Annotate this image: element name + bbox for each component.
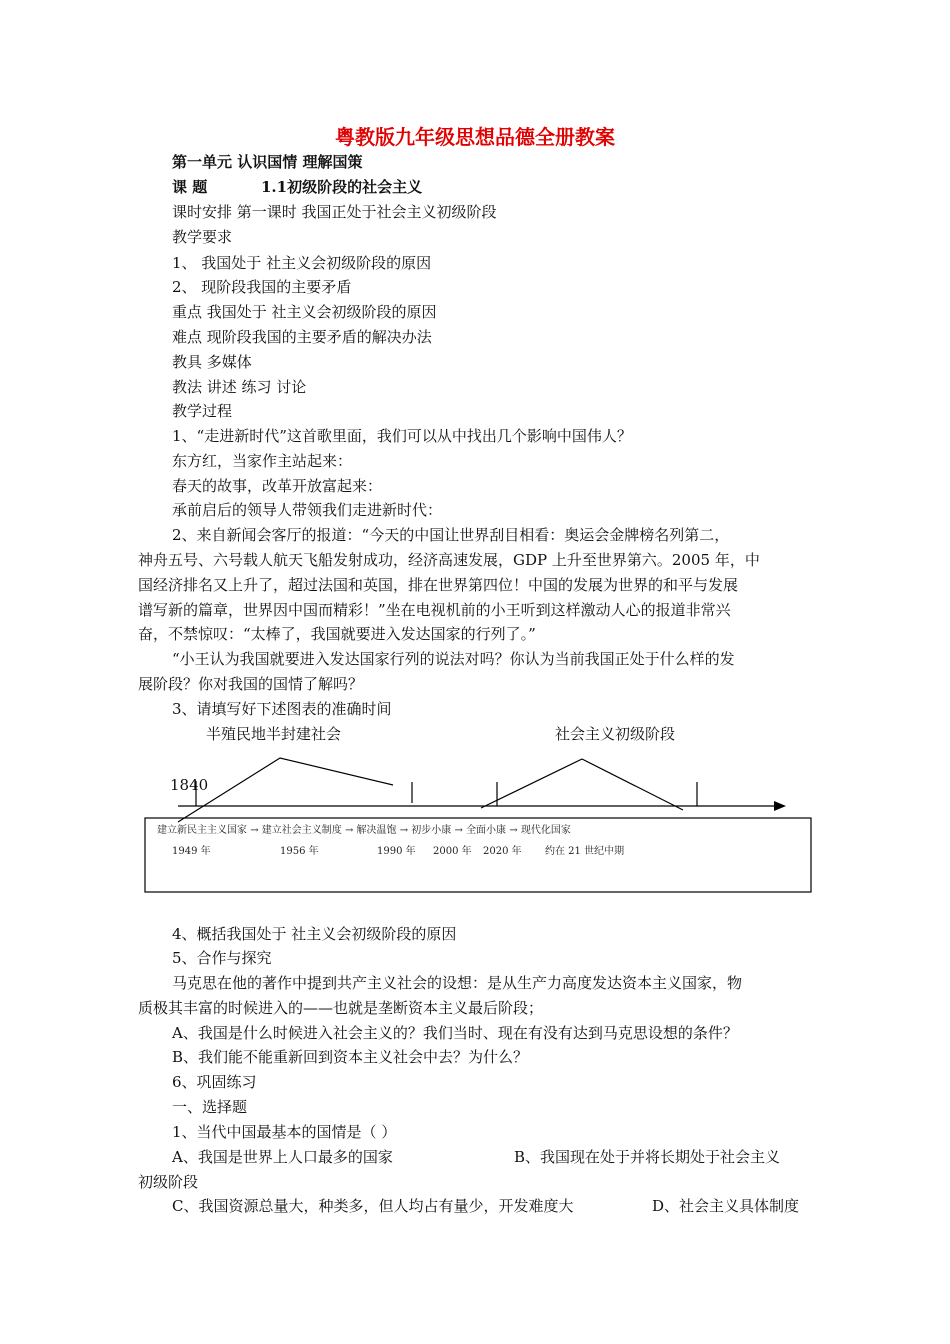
- schedule-line: 课时安排 第一课时 我国正处于社会主义初级阶段: [172, 203, 497, 221]
- paragraph-5: 5、合作与探究: [172, 949, 272, 967]
- paragraph-5-line-1: 马克思在他的著作中提到共产主义社会的设想：是从生产力高度发达资本主义国家，物: [172, 974, 743, 992]
- timeline-arrowhead: [774, 801, 786, 811]
- paragraph-5-line-2: 质极其丰富的时候进入的——也就是垄断资本主义最后阶段；: [138, 999, 544, 1017]
- teaching-tools: 教具 多媒体: [172, 353, 252, 371]
- requirement-2: 2、 现阶段我国的主要矛盾: [172, 278, 352, 296]
- year-1990: 1990 年: [377, 846, 416, 857]
- mc-heading: 一、选择题: [172, 1098, 248, 1116]
- right-stage-peak: [481, 759, 683, 810]
- stages-flow: [157, 824, 571, 838]
- lesson-label: 课 题: [172, 178, 208, 196]
- diagram-label-left: 半殖民地半封建社会: [206, 725, 342, 743]
- paragraph-2-line-4: 谱写新的篇章，世界因中国而精彩！”坐在电视机前的小王听到这样激动人心的报道非常兴: [138, 601, 731, 619]
- year-1956: 1956 年: [280, 846, 319, 857]
- year-1949: 1949 年: [172, 846, 211, 857]
- paragraph-1a: 东方红，当家作主站起来：: [172, 452, 353, 470]
- question-1-option-c: C、我国资源总量大，种类多，但人均占有量少，开发难度大: [172, 1197, 574, 1215]
- paragraph-2-line-3: 国经济排名又上升了，超过法国和英国，排在世界第四位！中国的发展为世界的和平与发展: [138, 576, 739, 594]
- stage-2: 建立社会主义制度: [261, 825, 342, 836]
- question-1-option-b-cont: 初级阶段: [138, 1173, 199, 1191]
- question-1-option-d: D、社会主义具体制度: [652, 1197, 800, 1215]
- difficulty: 难点 现阶段我国的主要矛盾的解决办法: [172, 328, 432, 346]
- stage-6: 现代化国家: [520, 825, 571, 836]
- question-2-line-2: 展阶段？你对我国的国情了解吗？: [138, 675, 364, 693]
- stage-arrow-icon: →: [509, 825, 518, 836]
- stage-4: 初步小康: [411, 825, 452, 836]
- paragraph-6: 6、巩固练习: [172, 1073, 257, 1091]
- stage-arrow-icon: →: [399, 825, 409, 836]
- stage-1: 建立新民主主义国家: [157, 825, 247, 836]
- question-5b: B、我们能不能重新回到资本主义社会中去？为什么？: [172, 1048, 529, 1066]
- question-5a: A、我国是什么时候进入社会主义的？我们当时、现在有没有达到马克思设想的条件？: [172, 1024, 738, 1042]
- lesson-title: 1.1初级阶段的社会主义: [261, 178, 423, 196]
- diagram-label-right: 社会主义初级阶段: [555, 725, 676, 743]
- stage-arrow-icon: →: [250, 825, 259, 836]
- paragraph-2-line-5: 奋，不禁惊叹：“太棒了，我国就要进入发达国家的行列了。”: [138, 625, 536, 643]
- requirements-heading: 教学要求: [172, 228, 233, 246]
- key-point: 重点 我国处于 社主义会初级阶段的原因: [172, 303, 437, 321]
- paragraph-4: 4、概括我国处于 社主义会初级阶段的原因: [172, 925, 457, 943]
- year-2000: 2000 年: [433, 846, 472, 857]
- question-1-option-a: A、我国是世界上人口最多的国家: [172, 1148, 393, 1166]
- paragraph-1: 1、“走进新时代”这首歌里面，我们可以从中找出几个影响中国伟人？: [172, 427, 632, 445]
- question-1: 1、当代中国最基本的国情是（ ）: [172, 1123, 397, 1141]
- stage-5: 全面小康: [466, 825, 507, 836]
- document-title: 粤教版九年级思想品德全册教案: [335, 125, 615, 149]
- stage-arrow-icon: →: [344, 825, 354, 836]
- left-stage-peak: [178, 758, 393, 822]
- question-2-line-1: “小王认为我国就要进入发达国家行列的说法对吗？你认为当前我国正处于什么样的发: [172, 650, 735, 668]
- paragraph-2-line-1: 2、来自新闻会客厅的报道：“今天的中国让世界刮目相看：奥运会金牌榜名列第二，: [172, 526, 730, 544]
- unit-heading: 第一单元 认识国情 理解国策: [172, 153, 363, 171]
- stage-3: 解决温饱: [356, 825, 397, 836]
- paragraph-2-line-2: 神舟五号、六号载人航天飞船发射成功，经济高速发展，GDP 上升至世界第六。2005 年，中: [138, 551, 760, 569]
- paragraph-3: 3、请填写好下述图表的准确时间: [172, 700, 392, 718]
- requirement-1: 1、 我国处于 社主义会初级阶段的原因: [172, 254, 432, 272]
- teaching-method: 教法 讲述 练习 讨论: [172, 378, 307, 396]
- paragraph-1c: 承前启后的领导人带领我们走进新时代：: [172, 501, 443, 519]
- year-2020: 2020 年: [483, 846, 522, 857]
- paragraph-1b: 春天的故事，改革开放富起来：: [172, 477, 383, 495]
- stage-arrow-icon: →: [454, 825, 463, 836]
- diagram-year-start: 1840: [170, 776, 209, 794]
- process-heading: 教学过程: [172, 402, 233, 420]
- year-21st-century: 约在 21 世纪中期: [545, 846, 625, 857]
- question-1-option-b: B、我国现在处于并将长期处于社会主义: [514, 1148, 781, 1166]
